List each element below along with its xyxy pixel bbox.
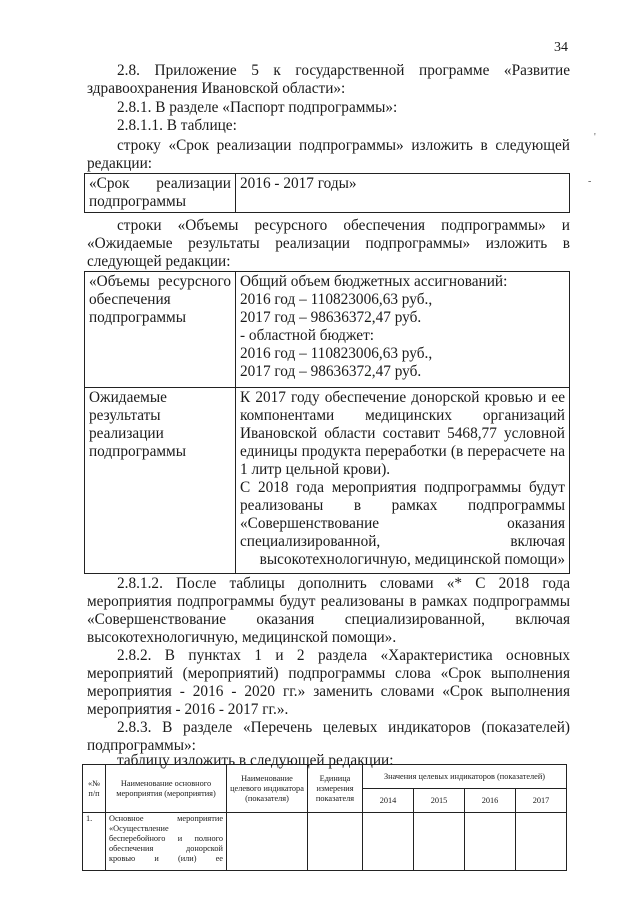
- header-year: 2017: [516, 789, 567, 813]
- header-values-group: Значения целевых индикаторов (показателей): [363, 765, 567, 789]
- term-label-line1: «Срок реализации: [89, 175, 231, 192]
- paragraph-term-line2: редакции:: [87, 155, 153, 172]
- paragraph-table-intro: таблицу изложить в следующей редакции:: [117, 752, 394, 769]
- paragraph-2-8-line2: здравоохранения Ивановской области»:: [87, 80, 346, 97]
- table-row: [83, 813, 567, 871]
- paragraph-2-8-2-line2: мероприятий (мероприятий) подпрограммы слова «Срок выполнения: [87, 665, 570, 682]
- row-activity: [106, 813, 227, 871]
- activity-line: Основное мероприятие: [109, 814, 223, 823]
- results-value-line: К 2017 году обеспечение донорской кровью и ее: [240, 389, 565, 406]
- paragraph-2-8-1-2-line2: мероприятия подпрограммы будут реализованы в рамках подпрограммы: [87, 593, 570, 610]
- results-value-cell: [236, 388, 570, 574]
- row-value: [516, 813, 567, 871]
- paragraph-rows-line2: «Ожидаемые результаты реализации подпрограммы» изложить в: [87, 235, 570, 252]
- resources-value-line: - областной бюджет:: [240, 327, 375, 344]
- row-value: [414, 813, 465, 871]
- paragraph-2-8-2-line4: мероприятия - 2016 - 2017 гг.».: [87, 701, 289, 718]
- paragraph-2-8-1-2-line4: высокотехнологичную, медицинской помощи».: [87, 629, 397, 646]
- row-num: 1.: [83, 813, 106, 871]
- results-label-cell: [85, 388, 236, 574]
- resources-value-line: 2016 год – 110823006,63 руб.,: [240, 291, 433, 308]
- passport-table: [84, 271, 570, 574]
- header-year: 2015: [414, 789, 465, 813]
- header-year: 2014: [363, 789, 414, 813]
- results-value-line: специализированной, включая: [240, 533, 565, 550]
- resources-value-line: Общий объем бюджетных ассигнований:: [240, 273, 508, 290]
- activity-line: обеспечения донорской: [109, 844, 223, 853]
- results-value-line: единицы продукта переработки (в перерасчете на: [240, 443, 565, 460]
- header-unit: Единица измерения показателя: [308, 765, 363, 813]
- results-label-line: реализации: [89, 425, 164, 442]
- table-row: [85, 388, 570, 574]
- paragraph-2-8-line1: 2.8. Приложение 5 к государственной программе «Развитие: [117, 62, 570, 79]
- paragraph-2-8-3-line1: 2.8.3. В разделе «Перечень целевых индикаторов (показателей): [117, 719, 570, 736]
- header-indicator: Наименование целевого индикатора (показателя): [227, 765, 308, 813]
- resources-value-line: 2016 год – 110823006,63 руб.,: [240, 345, 433, 362]
- results-value-line: С 2018 года мероприятия подпрограммы будут: [240, 479, 565, 496]
- row-value: [363, 813, 414, 871]
- resources-value-line: 2017 год – 98636372,47 руб.: [240, 309, 422, 326]
- results-label-line: подпрограммы: [89, 443, 187, 460]
- term-value: 2016 - 2017 годы»: [240, 175, 357, 192]
- results-value-line: реализованы в рамках подпрограммы: [240, 497, 565, 514]
- results-value-line: высокотехнологичную, медицинской помощи»: [259, 551, 565, 568]
- table-header-row: [83, 765, 567, 789]
- margin-mark: -: [588, 176, 592, 187]
- term-label-line2: подпрограммы: [89, 193, 187, 210]
- page-number: 34: [554, 40, 568, 55]
- resources-value-line: 2017 год – 98636372,47 руб.: [240, 363, 422, 380]
- header-num: «№ п/п: [83, 765, 106, 813]
- indicators-table: [82, 764, 567, 871]
- resources-label-line: «Объемы ресурсного: [89, 273, 231, 290]
- results-label-line: результаты: [89, 407, 161, 424]
- activity-line: бесперебойного и полного: [109, 834, 223, 843]
- paragraph-term-line1: строку «Срок реализации подпрограммы» изложить в следующей: [117, 137, 570, 154]
- paragraph-2-8-1-1: 2.8.1.1. В таблице:: [117, 117, 237, 134]
- results-value-line: Ивановской области составит 5468,77 условной: [240, 425, 565, 442]
- paragraph-rows-line3: следующей редакции:: [87, 253, 231, 270]
- paragraph-2-8-1-2-line1: 2.8.1.2. После таблицы дополнить словами «* С 2018 года: [117, 575, 570, 592]
- paragraph-2-8-1-2-line3: «Совершенствование оказания специализированной, включая: [87, 611, 570, 628]
- resources-label-line: подпрограммы: [89, 309, 187, 326]
- table-row: [85, 272, 570, 388]
- activity-line: «Осуществление: [109, 824, 169, 833]
- header-year: 2016: [465, 789, 516, 813]
- resources-label-cell: [85, 272, 236, 388]
- row-indicator: [227, 813, 308, 871]
- paragraph-2-8-2-line1: 2.8.2. В пунктах 1 и 2 раздела «Характеристика основных: [117, 647, 570, 664]
- paragraph-2-8-2-line3: мероприятия - 2016 - 2020 гг.» заменить словами «Срок выполнения: [87, 683, 570, 700]
- term-table-label-cell: [85, 174, 236, 213]
- results-value-line: 1 литр цельной крови).: [240, 461, 391, 478]
- header-activity: Наименование основного мероприятия (мероприятия): [106, 765, 227, 813]
- results-value-line: «Совершенствование оказания: [240, 515, 565, 532]
- resources-value-cell: [236, 272, 570, 388]
- margin-mark: ': [594, 132, 596, 143]
- row-unit: [308, 813, 363, 871]
- paragraph-rows-line1: строки «Объемы ресурсного обеспечения подпрограммы» и: [117, 217, 570, 234]
- term-table: [84, 173, 570, 213]
- results-label-line: Ожидаемые: [89, 389, 167, 406]
- results-value-line: компонентами медицинских организаций: [240, 407, 565, 424]
- paragraph-2-8-3-line2: подпрограммы»:: [87, 737, 196, 754]
- resources-label-line: обеспечения: [89, 291, 171, 308]
- row-value: [465, 813, 516, 871]
- paragraph-2-8-1: 2.8.1. В разделе «Паспорт подпрограммы»:: [117, 99, 398, 116]
- term-table-value-cell: [236, 174, 570, 213]
- activity-line: кровью и (или) ее: [109, 854, 223, 863]
